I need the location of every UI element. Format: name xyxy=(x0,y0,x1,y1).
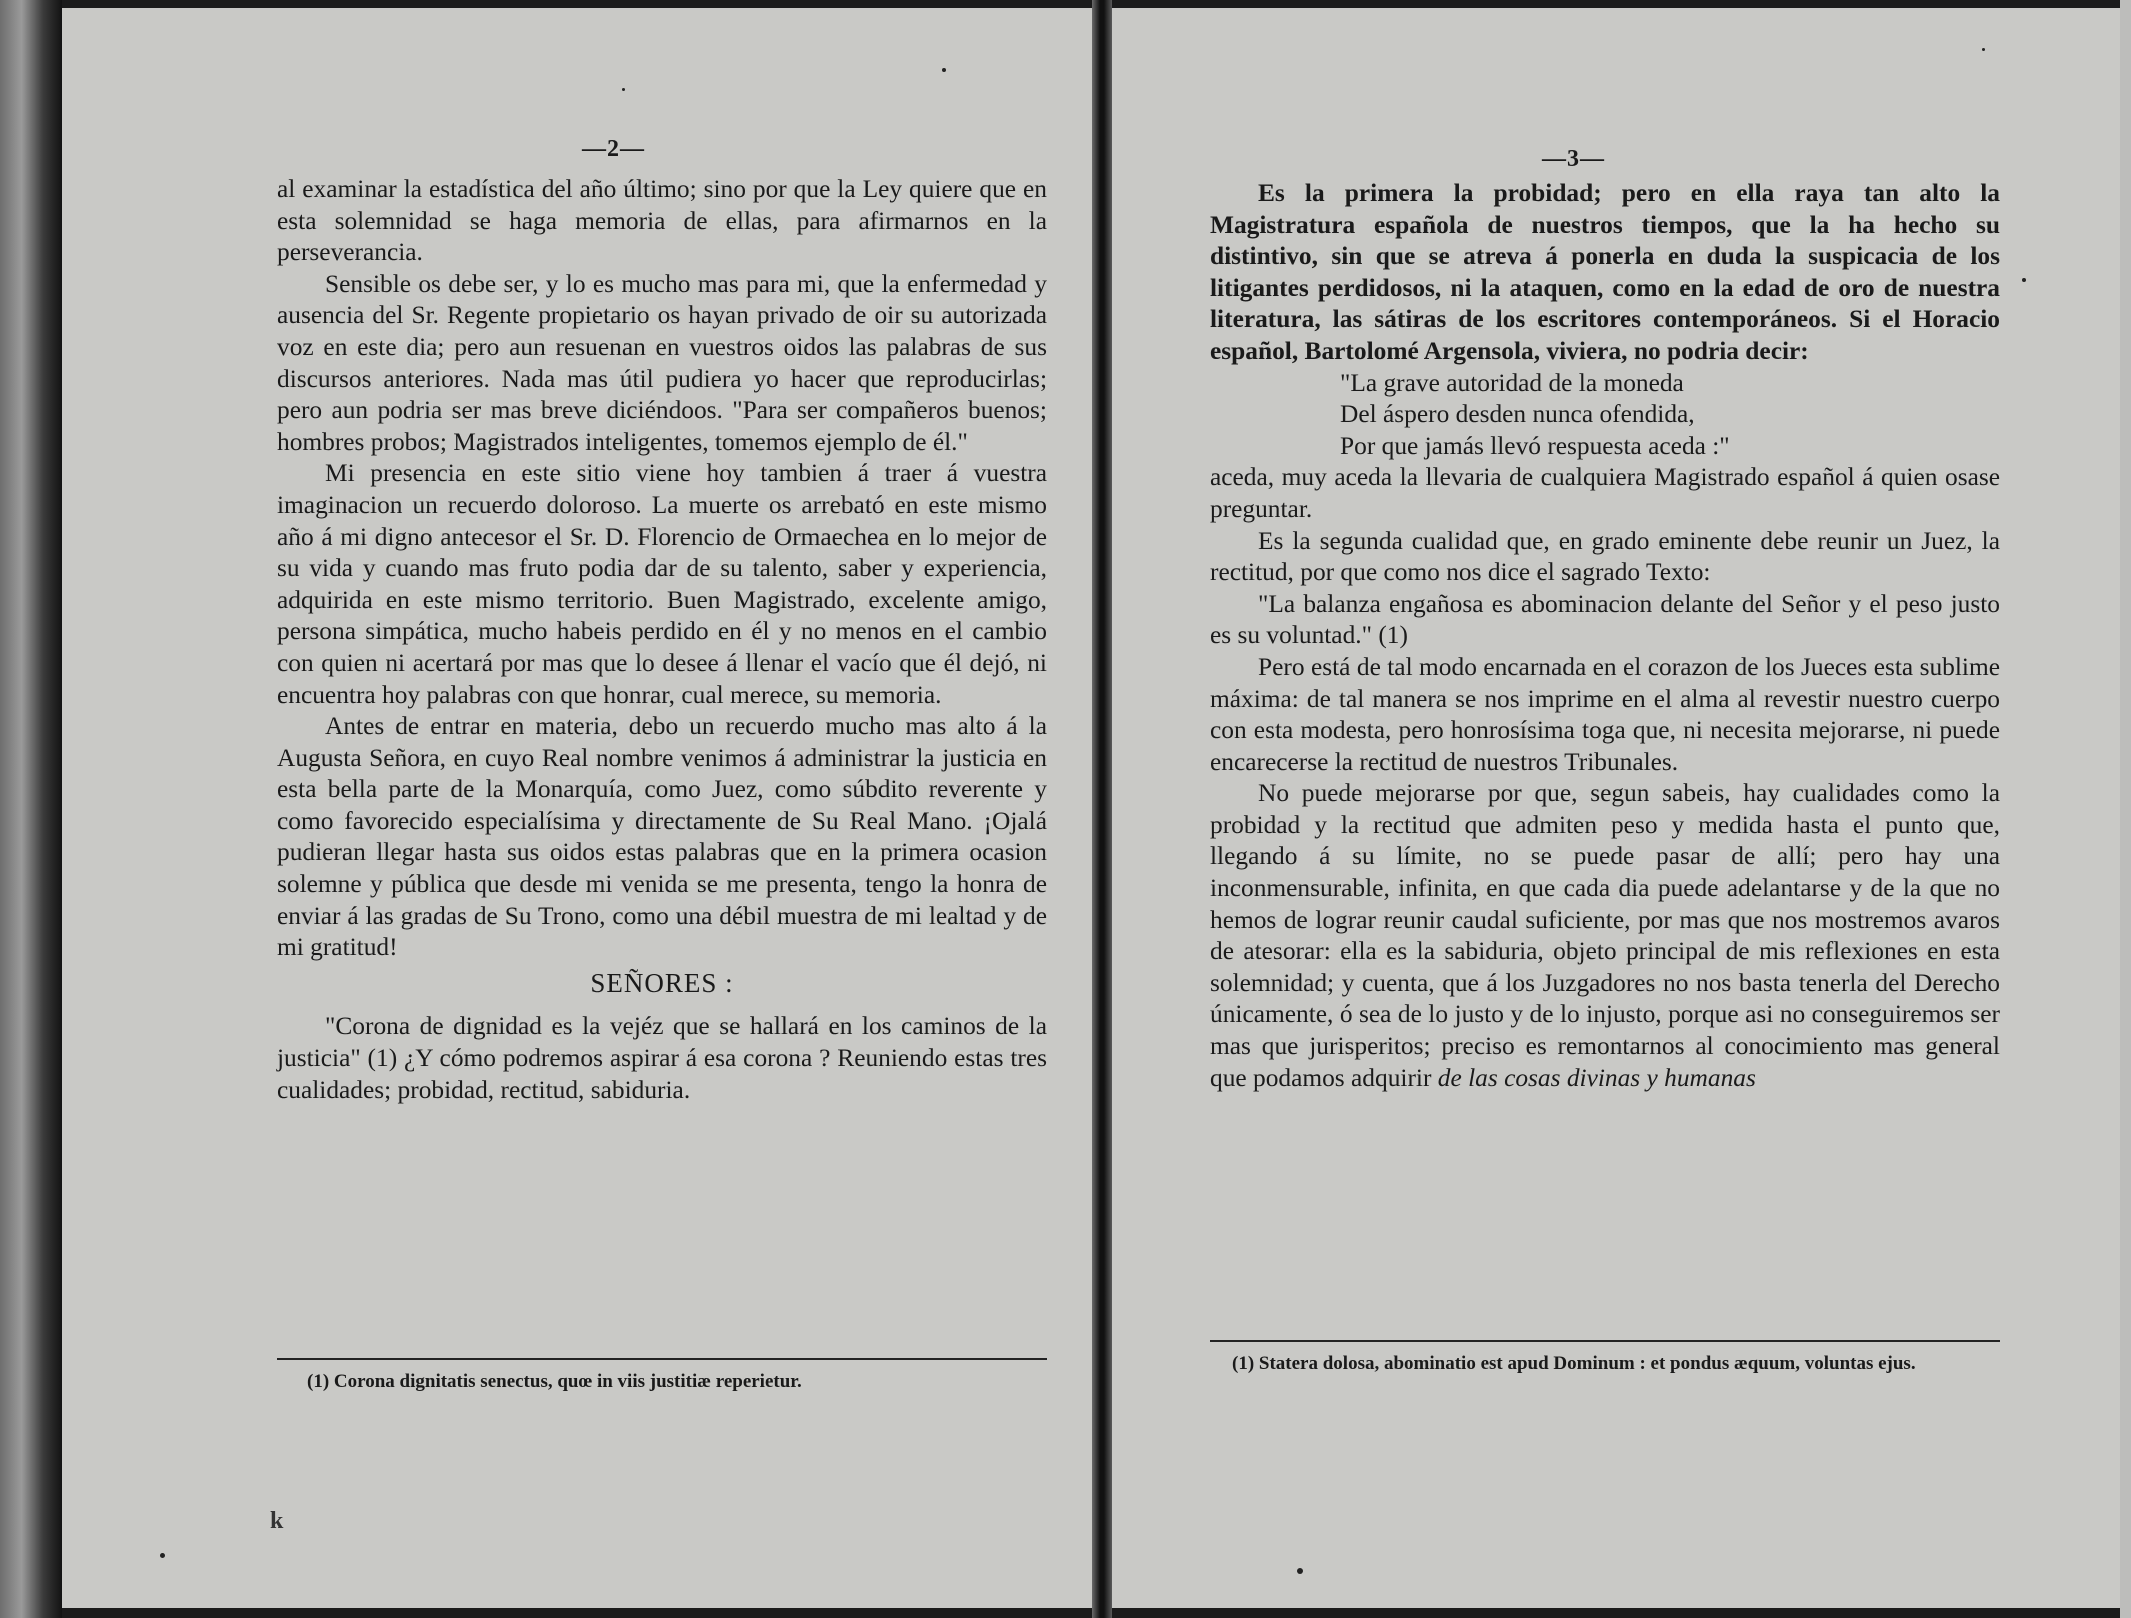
verse-line: Del áspero desden nunca ofendida, xyxy=(1340,400,1695,429)
left-page-body xyxy=(277,174,1047,1106)
italic-phrase: de las cosas divinas y humanas xyxy=(1437,1063,1756,1092)
paragraph: "Corona de dignidad es la vejéz que se hallará en los caminos de la justicia" (1) ¿Y cómo podremos aspirar á esa corona ? Reuniendo estas tres cualidades; probidad, rectitud, sabiduria. xyxy=(277,1012,1047,1104)
verse-line: Por que jamás llevó respuesta aceda :" xyxy=(1340,431,1730,460)
page-number: —2— xyxy=(582,136,645,162)
ink-speck xyxy=(942,68,946,72)
paragraph: Mi presencia en este sitio viene hoy tambien á traer á vuestra imaginacion un recuerdo doloroso. La muerte os arrebató en este mismo año á mi digno antecesor el Sr. D. Florencio de Ormaechea en lo mejor de su vida y cuando mas fruto podia dar de su talento, saber y experiencia, adquirida en este mismo territorio. Buen Magistrado, excelente amigo, persona simpática, mucho habeis perdido en él y no menos en el cambio con quien ni acertará por mas que lo desee á llenar el vacío que él dejó, ni encuentra hoy palabras con que honrar, cual merece, su memoria. xyxy=(277,459,1047,709)
right-page-body xyxy=(1210,178,2000,1094)
ink-speck xyxy=(160,1553,165,1558)
paragraph: Antes de entrar en materia, debo un recuerdo mucho mas alto á la Augusta Señora, en cuyo Real nombre venimos á administrar la justicia en esta bella parte de la Monarquía, como Juez, como súbdito reverente y como favorecido especialísima y directamente de Su Real Mano. ¡Ojalá pudieran llegar hasta sus oidos estas palabras que en la primera ocasion solemne y pública que desde mi venida se me presenta, tengo la honra de enviar á las gradas de Su Trono, como una débil muestra de mi lealtad y de mi gratitud! xyxy=(277,712,1047,962)
ink-speck xyxy=(2022,278,2026,282)
verse-quotation xyxy=(1210,368,2000,463)
footnote: (1) Corona dignitatis senectus, quœ in viis justitiæ reperietur. xyxy=(307,1371,802,1392)
margin-mark: k xyxy=(270,1508,284,1534)
ink-speck xyxy=(1297,1568,1303,1574)
scan-right-edge xyxy=(2120,0,2131,1618)
scan-left-edge xyxy=(0,0,62,1618)
paragraph: Pero está de tal modo encarnada en el corazon de los Jueces esta sublime máxima: de tal manera se nos imprime en el alma al revestir nuestro cuerpo con esta modesta, pero honrosísima toga que, ni necesita mejorarse, ni puede encarecerse la rectitud de nuestros Tribunales. xyxy=(1210,652,2000,776)
scripture-quote: "La balanza engañosa es abominacion delante del Señor y el peso justo es su voluntad." (1) xyxy=(1210,589,2000,650)
footnote-divider xyxy=(1210,1340,2000,1342)
paragraph: Sensible os debe ser, y lo es mucho mas para mi, que la enfermedad y ausencia del Sr. Regente propietario os hayan privado de oir su autorizada voz en este dia; pero aun resuenan en vuestros oidos las palabras de sus discursos anteriores. Nada mas útil pudiera yo hacer que reproducirlas; pero aun podria ser mas breve diciéndoos. "Para ser compañeros buenos; hombres probos; Magistrados inteligentes, tomemos ejemplo de él." xyxy=(277,269,1047,456)
paragraph: al examinar la estadística del año último; sino por que la Ley quiere que en esta solemnidad se haga memoria de ellas, para afirmarnos en la perseverancia. xyxy=(277,175,1047,267)
left-page xyxy=(62,8,1092,1608)
verse-line: "La grave autoridad de la moneda xyxy=(1340,368,1684,397)
footnote-divider xyxy=(277,1358,1047,1360)
footnote: (1) Statera dolosa, abominatio est apud Dominum : et pondus æquum, voluntas ejus. xyxy=(1232,1353,1916,1374)
paragraph-text: No puede mejorarse por que, segun sabeis, hay cualidades como la probidad y la rectitud que admiten peso y medida hasta el punto que, llegando á su límite, no se puede pasar de allí; pero hay una inconmensurable, infinita, en que cada dia puede adelantarse y de la que no hemos de lograr reunir caudal suficiente, por mas que nos mostremos avaros de atesorar: ella es la sabiduria, objeto principal de mis reflexiones en esta solemnidad; y cuenta, que á los Juzgadores no nos basta tenerla del Derecho únicamente, ó sea de lo justo y de lo injusto, porque asi no conseguiremos ser mas que jurisperitos; preciso es remontarnos al conocimiento mas general que podamos adquirir xyxy=(1210,779,2000,1092)
right-page xyxy=(1112,8,2120,1608)
page-number: —3— xyxy=(1542,146,1605,172)
ink-speck xyxy=(1982,48,1985,51)
section-heading: SEÑORES : xyxy=(590,967,734,998)
paragraph: Es la segunda cualidad que, en grado eminente debe reunir un Juez, la rectitud, por que como nos dice el sagrado Texto: xyxy=(1210,526,2000,587)
ink-speck xyxy=(622,88,625,91)
book-gutter xyxy=(1092,0,1112,1618)
paragraph xyxy=(1210,778,2000,1094)
paragraph: aceda, muy aceda la llevaria de cualquiera Magistrado español á quien osase preguntar. xyxy=(1210,463,2000,523)
paragraph: Es la primera la probidad; pero en ella raya tan alto la Magistratura española de nuestros tiempos, que la ha hecho su distintivo, sin que se atreva á ponerla en duda la suspicacia de los litigantes perdidosos, ni la ataquen, como en la edad de oro de nuestra literatura, las sátiras de los escritores contemporáneos. Si el Horacio español, Bartolomé Argensola, viviera, no podria decir: xyxy=(1210,179,2000,365)
